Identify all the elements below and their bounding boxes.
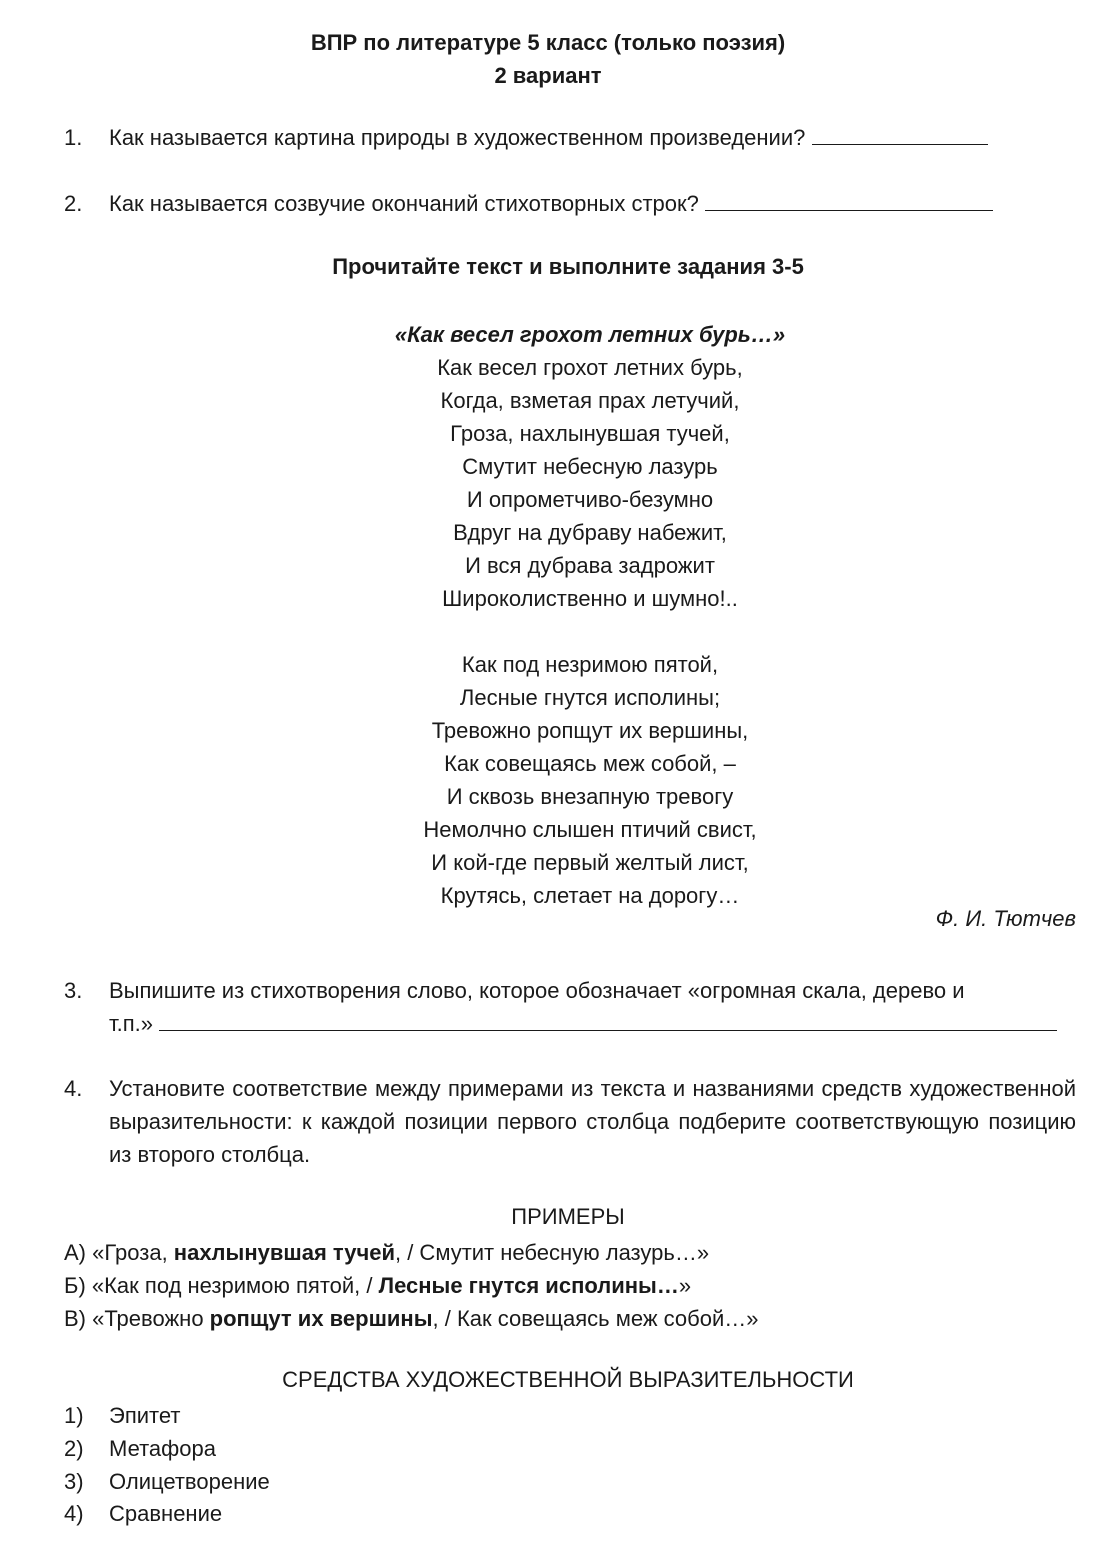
poem-line: Вдруг на дубраву набежит, <box>453 520 727 545</box>
means-item-label: Эпитет <box>109 1403 181 1428</box>
means-item-number: 2) <box>64 1436 84 1461</box>
question-text-line-1: Выпишите из стихотворения слово, которое обозначает «огромная скала, дерево и <box>109 978 965 1003</box>
instruction: Прочитайте текст и выполните задания 3-5 <box>332 254 804 279</box>
question-1 <box>64 121 1076 154</box>
poem-line: Как совещаясь меж собой, – <box>444 751 736 776</box>
question-number: 1. <box>64 125 83 150</box>
poem-line: И кой-где первый желтый лист, <box>431 850 749 875</box>
question-number: 4. <box>64 1076 83 1101</box>
poem-line: И вся дубрава задрожит <box>465 553 715 578</box>
title-line-1: ВПР по литературе 5 класс (только поэзия) <box>310 30 786 55</box>
poem-line: И опрометчиво-безумно <box>466 487 714 512</box>
means-item-label: Олицетворение <box>109 1469 270 1494</box>
means-item-label: Метафора <box>109 1436 216 1461</box>
poem-line: Смутит небесную лазурь <box>462 454 718 479</box>
means-item <box>64 1432 216 1465</box>
example-c: В) «Тревожно ропщут их вершины, / Как совещаясь меж собой…» <box>64 1306 759 1331</box>
question-4 <box>64 1072 1076 1171</box>
means-item-number: 1) <box>64 1403 84 1428</box>
poem-line: Как весел грохот летних бурь, <box>437 355 743 380</box>
question-number: 3. <box>64 978 83 1003</box>
question-text: Как называется созвучие окончаний стихотворных строк? <box>109 191 699 216</box>
answer-blank[interactable] <box>159 1008 1057 1031</box>
means-item <box>64 1465 270 1498</box>
poem-stanza-1 <box>0 351 1096 615</box>
answer-blank[interactable] <box>705 188 993 211</box>
question-3 <box>64 974 1076 1040</box>
question-number: 2. <box>64 191 83 216</box>
highlighted-phrase: нахлынувшая тучей <box>173 1240 395 1265</box>
poem <box>0 318 1096 912</box>
page-title <box>0 26 1096 92</box>
poem-line: Широколиственно и шумно!.. <box>442 586 738 611</box>
question-text: Как называется картина природы в художественном произведении? <box>109 125 806 150</box>
examples-heading: ПРИМЕРЫ <box>511 1204 625 1229</box>
question-2 <box>64 187 1076 220</box>
answer-blank[interactable] <box>812 122 988 145</box>
poem-line: Как под незримою пятой, <box>461 652 719 677</box>
means-item-number: 4) <box>64 1501 84 1526</box>
poem-line: Когда, взметая прах летучий, <box>440 388 740 413</box>
question-text: Установите соответствие между примерами из текста и названиями средств художественной выразительности: к каждой позиции первого столбца подберите соответствующую позицию из второго столбца. <box>109 1076 1076 1167</box>
means-item-label: Сравнение <box>109 1501 223 1526</box>
means-item <box>64 1497 222 1530</box>
poem-stanza-2 <box>0 648 1096 912</box>
title-line-2: 2 вариант <box>494 63 602 88</box>
highlighted-phrase: ропщут их вершины <box>209 1306 433 1331</box>
means-item-number: 3) <box>64 1469 84 1494</box>
highlighted-phrase: Лесные гнутся исполины… <box>378 1273 679 1298</box>
question-text-line-2: т.п.» <box>109 1011 154 1036</box>
poem-line: Лесные гнутся исполины; <box>459 685 721 710</box>
poem-line: И сквозь внезапную тревогу <box>446 784 734 809</box>
means-item <box>64 1399 180 1432</box>
example-b: Б) «Как под незримою пятой, / Лесные гнутся исполины…» <box>64 1273 692 1298</box>
poem-line: Гроза, нахлынувшая тучей, <box>450 421 730 446</box>
poem-line: Крутясь, слетает на дорогу… <box>440 883 740 908</box>
poem-line: Немолчно слышен птичий свист, <box>423 817 757 842</box>
poem-author: Ф. И. Тютчев <box>935 906 1076 931</box>
means-heading: СРЕДСТВА ХУДОЖЕСТВЕННОЙ ВЫРАЗИТЕЛЬНОСТИ <box>282 1367 854 1392</box>
example-a: А) «Гроза, нахлынувшая тучей, / Смутит небесную лазурь…» <box>64 1240 710 1265</box>
poem-line: Тревожно ропщут их вершины, <box>431 718 749 743</box>
poem-title: «Как весел грохот летних бурь…» <box>394 322 786 347</box>
